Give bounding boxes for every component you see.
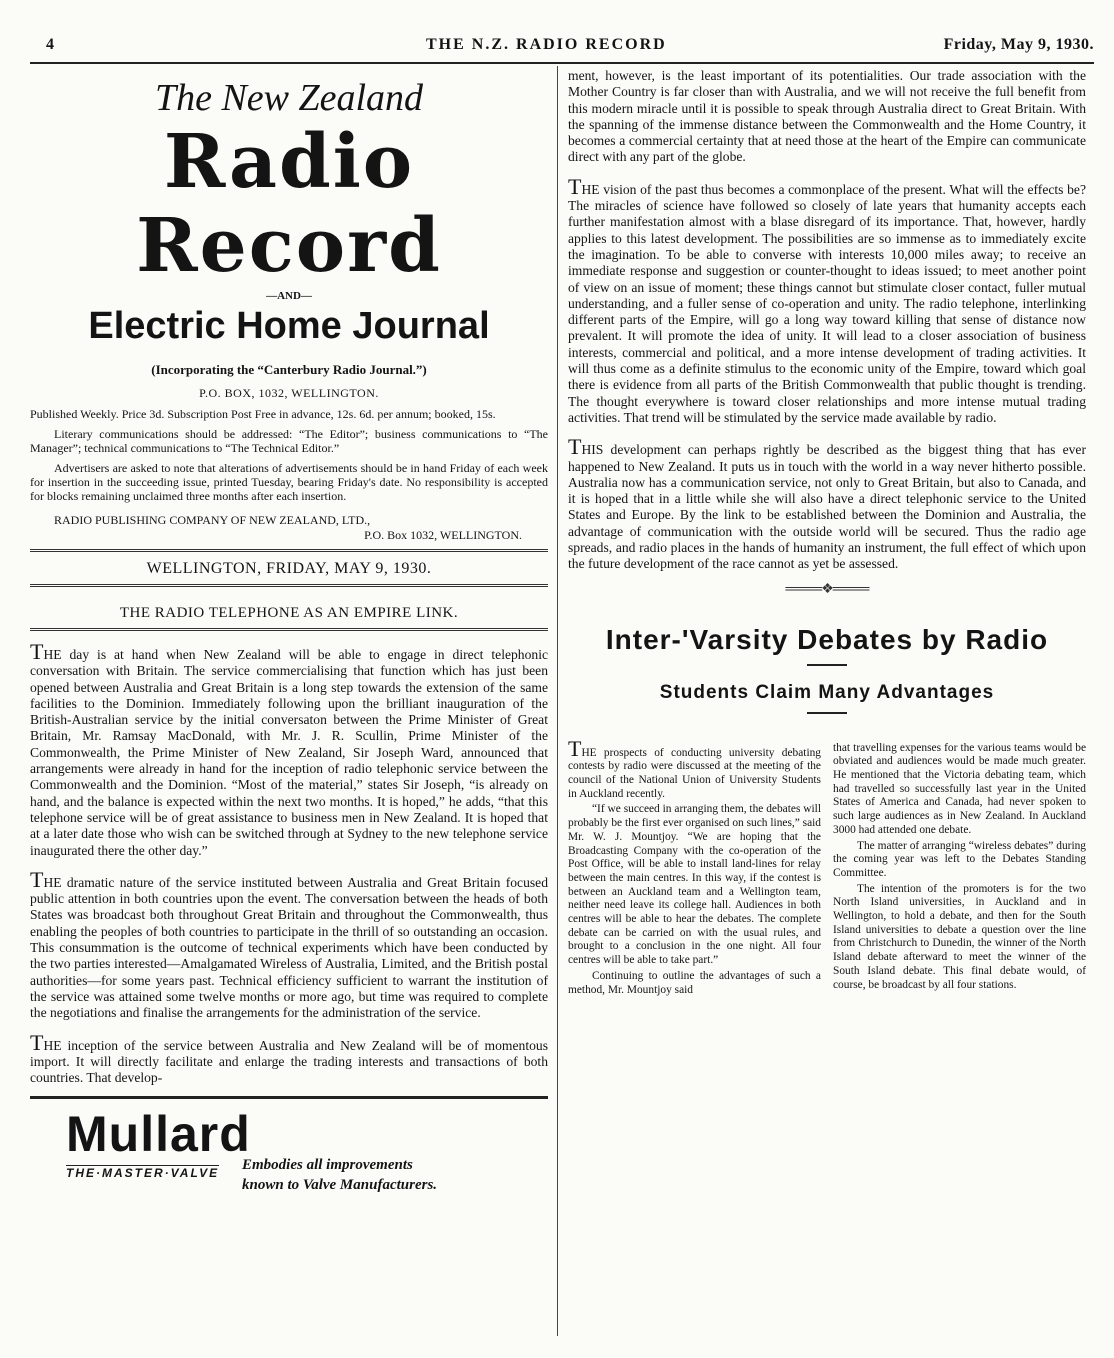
publisher-block bbox=[30, 513, 548, 543]
drop-cap: T bbox=[568, 735, 582, 761]
page-number: 4 bbox=[46, 36, 55, 53]
article-paragraph: The intention of the promoters is for the two North Island universities, in Auckland and in Wellington, to hold a debate, and then for the South Island universities to debate a question over the line from Christchurch to Dunedin, the winner of the North Island debate afterward to meet the winner of the South Island debate. This final debate would, of course, be broadcast by all four stations. bbox=[833, 882, 1086, 991]
leader-title-rule bbox=[30, 628, 548, 631]
article-column-1 bbox=[568, 735, 821, 998]
masthead-and: —AND— bbox=[266, 290, 312, 302]
page-header bbox=[30, 34, 1094, 58]
drop-cap: T bbox=[568, 434, 582, 460]
incorporating-line: (Incorporating the “Canterbury Radio Journal.”) bbox=[151, 362, 427, 377]
leader-paragraph-2: THE dramatic nature of the service instituted between Australia and Great Britain focused public attention in both countries upon the event. The conversation between the heads of both States was broadcast both throughout Great Britain and throughout the Commonwealth, thus enabling the peoples of both countries to participate in the thrill of so outstanding an occasion. This consummation is the outcome of technical experiments which have been conducted by the two parties interested—Amalgamated Wireless of Australia, Limited, and the British postal authorities—for some years past. Technical efficiency sufficient to warrant the institution of the service was attained some twelve months or more ago, but time was required to complete the negotiations and finalise the arrangements for the administration of the service. bbox=[30, 866, 548, 1021]
article-paragraph: that travelling expenses for the various teams would be obviated and audiences would be made much greater. He mentioned that the Victoria debating team, which had travelled so successfully last year in the United States of America and Canada, had never spoken to such large audiences as in New Zealand. In Auckland 3000 had attended one debate. bbox=[833, 741, 1086, 836]
masthead-radio-record: Radio Record bbox=[136, 119, 442, 289]
advertisers-note: Advertisers are asked to note that alterations of advertisements should be in hand Friday of each week for insertion in the succeeding issue, printed Tuesday, bearing Friday's date. No responsibility is accepted for blocks remaining unclaimed three months after each insertion. bbox=[30, 461, 548, 503]
dateline: WELLINGTON, FRIDAY, MAY 9, 1930. bbox=[146, 560, 432, 577]
leader-paragraph-4: THE vision of the past thus becomes a commonplace of the present. What will the effects be? The miracles of science have followed so closely of late years that humanity accepts each further manifestation almost with a blase disregard of its importance. That, however, hardly applies to this latest development. The possibilities are so immense as to immediately excite the imagination. To be able to converse with interests 10,000 miles away; to receive an immediate response and suggestion or counter-thought to ideas issued; to meet another point of view on an issue of moment; these things cannot but stimulate closer contact, fuller mutual understanding, and a fuller sense of co-operation and unity. The radio telephone, interlinking different parts of the Empire, will go a long way toward killing that sense of distance now prevalent. It will promote the idea of unity. It will lead to a closer association of business interests, commercial and political, and a more intense development of trading activities. It will thus come as a definite stimulus to the economic unity of the Empire, toward which goal there is evidence from all parts of the British Commonwealth that public thought is trending. The thought everywhere is toward closer relationships and more intense mutual trading activities. That trend will be stimulated by the service made available by radio. bbox=[568, 173, 1086, 425]
drop-cap: T bbox=[30, 639, 44, 664]
communications-note: Literary communications should be addressed: “The Editor”; business communications to “The Manager”; technical communications to “The Technical Editor.” bbox=[30, 427, 548, 455]
left-column bbox=[30, 68, 548, 1194]
leader-paragraph-1: THE day is at hand when New Zealand will be able to engage in direct telephonic conversation with Britain. The service commercialising that function which has just been opened between Australia and Great Britain is a long step towards the extension of the same facilities to the Dominion. Immediately following upon the brilliant inauguration of the British-Australian service by the initial conversaton between the Prime Minister of Great Britain, Mr. Ramsay MacDonald, with Mr. J. R. Scullin, Prime Minister of the Commonwealth, the Prime Minister of New Zealand, Sir Joseph Ward, announced that arrangements were already in hand for the inception of radio telephonic service between the Commonwealth and the Dominion. “Most of the material,” states Sir Joseph, “is already on hand, and the balance is expected within the next two months. It is hoped,” he adds, “that this telephone service will be of great assistance to business men in New Zealand. It is hoped that at a later date those who wish can be switched through at Sydney to the new telephone service inaugurated there the other day.” bbox=[30, 639, 548, 858]
publisher-address: P.O. Box 1032, WELLINGTON. bbox=[364, 528, 522, 542]
article-title: Inter-'Varsity Debates by Radio bbox=[605, 623, 1049, 655]
header-rule bbox=[30, 62, 1094, 64]
article-paragraph: “If we succeed in arranging them, the debates will probably be the first ever organised on such lines,” said Mr. W. J. Mountjoy. “We are hoping that the Broadcasting Company with the co-operation of the Post Office, will be able to install land-lines for relay between the main centres. In this way, if the contest is between an Auckland team and a Wellington team, neither need leave its college hall. Audiences in both centres will be able to hear the debates. The complete debate can be carried on with the usual rules, and brought to a conclusion in the one night. All four centres will be able to take part.” bbox=[568, 803, 821, 967]
leader-continuation: ment, however, is the least important of its potentialities. Our trade association with the Mother Country is far closer than with Australia, and we will not receive the full benefit from this modern miracle until it is possible to speak through Australia direct to Great Britain. With the spanning of the immense distance between the Commonwealth and the Home Country, it becomes a commercial certainty that at need those at the heart of the Empire can communicate direct with any part of the globe. bbox=[568, 68, 1086, 165]
leader-title: THE RADIO TELEPHONE AS AN EMPIRE LINK. bbox=[119, 605, 459, 621]
article-paragraph: The matter of arranging “wireless debates” during the coming year was left to the Debates Standing Committee. bbox=[833, 839, 1086, 879]
article-subtitle: Students Claim Many Advantages bbox=[659, 681, 995, 703]
column-divider bbox=[557, 66, 558, 1336]
publication-name: THE N.Z. RADIO RECORD bbox=[426, 36, 667, 53]
drop-cap: T bbox=[30, 1029, 44, 1055]
issue-date: Friday, May 9, 1930. bbox=[943, 36, 1094, 53]
ornament-divider-icon: ════❖════ bbox=[785, 581, 869, 597]
leader-paragraph-3: THE inception of the service between Australia and New Zealand will be of momentous import. It will directly facilitate and enlarge the trading interests and transactions of both countries. That develop- bbox=[30, 1029, 548, 1086]
leader-paragraph-5: THIS development can perhaps rightly be described as the biggest thing that has ever happened to New Zealand. It puts us in touch with the world in a way never hitherto possible. Australia now has a communication service, not only to Great Britain, but also to Canada, and it is hoped that in a little while she will also have a direct telephonic service to the United States and Europe. By the link to be established between the Dominion and Australia, the advantage of communication with the outside world will be secured. Thus the radio age spreads, and radio places in the hands of humanity an instrument, the full effect of which upon the future development of the race cannot as yet be assessed. bbox=[568, 434, 1086, 572]
article-paragraph: THE prospects of conducting university debating contests by radio were discussed at the meeting of the council of the National Union of University Students in Auckland recently. bbox=[568, 735, 821, 800]
masthead-rule bbox=[30, 549, 548, 552]
drop-cap: T bbox=[30, 866, 44, 892]
mullard-slogan: Embodies all improvements known to Valve Manufacturers. bbox=[242, 1157, 438, 1194]
masthead bbox=[30, 76, 548, 587]
published-weekly: Published Weekly. Price 3d. Subscription Post Free in advance, 12s. 6d. per annum; booked, 15s. bbox=[30, 407, 496, 421]
mullard-advertisement bbox=[30, 1096, 548, 1194]
right-column bbox=[568, 68, 1086, 997]
dateline-rule bbox=[30, 584, 548, 587]
po-box-line: P.O. BOX, 1032, WELLINGTON. bbox=[199, 386, 379, 400]
title-rule bbox=[807, 664, 847, 666]
drop-cap: T bbox=[568, 173, 582, 199]
masthead-electric-home-journal: Electric Home Journal bbox=[88, 305, 490, 347]
publisher-name: RADIO PUBLISHING COMPANY OF NEW ZEALAND, LTD., bbox=[54, 513, 371, 527]
mullard-logo: Mullard bbox=[66, 1106, 251, 1163]
article-body bbox=[568, 735, 1086, 998]
subtitle-rule bbox=[807, 712, 847, 714]
masthead-the-new-zealand: The New Zealand bbox=[154, 77, 424, 119]
article-column-2 bbox=[833, 742, 1086, 998]
article-paragraph: Continuing to outline the advantages of such a method, Mr. Mountjoy said bbox=[568, 969, 821, 996]
mullard-tagline: THE·MASTER·VALVE bbox=[66, 1166, 220, 1181]
